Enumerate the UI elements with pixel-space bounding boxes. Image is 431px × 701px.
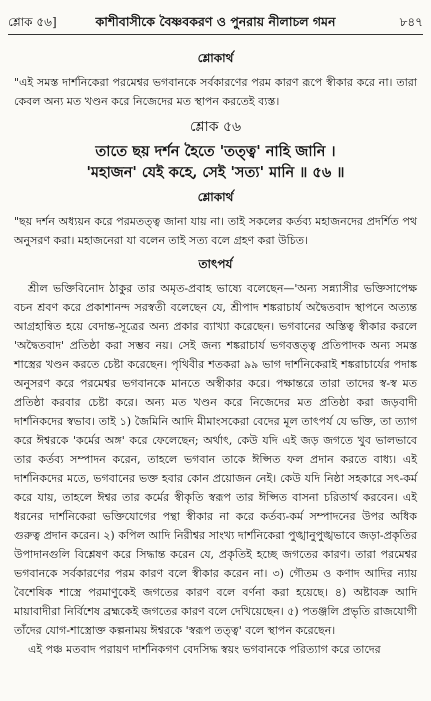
translation-heading: শ্লোকার্থ [197, 51, 234, 65]
purport-paragraph-1: শ্রীল ভক্তিবিনোদ ঠাকুর তার অমৃত-প্রবাহ ভাষ্যে বলেছেন—'অন্য সন্ন্যাসীর ভক্তিসাপেক্ষ বচন শ্রবণ করে প্রকাশানন্দ সরস্বতী বলেছেন যে, শ্রীপাদ শঙ্করাচার্য অদ্বৈতবাদ স্থাপনে অত্যন্ত আগ্রহান্বিত হয়ে বেদান্ত-সূত্রের অন্য প্রকার ব্যাখ্যা করেছেন। ভগবানের অস্তিত্ব স্বীকার করলে 'অদ্বৈতবাদ' প্রতিষ্ঠা করা সম্ভব নয়। সেই জন্য শঙ্করাচার্য ভগবত্তত্ত্ব প্রতিপাদক অন্য সমস্ত শাস্ত্রের খণ্ডন করতে চেষ্টা করেছেন। পৃথিবীর শতকরা ৯৯ ভাগ দার্শনিকেরাই শঙ্করাচার্যের পদাঙ্ক অনুসরণ করে পরমেশ্বর ভগবানকে মানতে অস্বীকার করে। পক্ষান্তরে তারা তাদের স্ব-স্ব মত প্রতিষ্ঠা করবার চেষ্টা করে। অন্য মত খণ্ডন করে নিজেদের মত প্রতিষ্ঠা করা জড়বাদী দার্শনিকদের স্বভাব। তাই ১) জৈমিনি আদি মীমাংসকেরা বেদের মূল তাৎপর্য যে ভক্তি, তা ত্যাগ করে ঈশ্বরকে 'কর্মের অঙ্গ' করে ফেলেছেন; অর্থাৎ, কেউ যদি এই জড় জগতে খুব ভালভাবে তার কর্তব্য সম্পাদন করেন, তাহলে ভগবান তাকে ঈপ্সিত ফল প্রদান করতে বাধ্য। এই দার্শনিকদের মতে, ভগবানের ভক্ত হবার কোন প্রয়োজন নেই। কেউ যদি নিষ্ঠা সহকারে সৎ-কর্ম করে যায়, তাহলে ঈশ্বর তার কর্মের স্বীকৃতি স্বরূপ তার ঈপ্সিত বাসনা চরিতার্থ করবেন। এই ধরনের দার্শনিকেরা ভক্তিযোগের পন্থা স্বীকার না করে কর্তব্য-কর্ম সম্পাদনের উপর অধিক গুরুত্ব প্রদান করেন। ২) কপিল আদি নিরীশ্বর সাংখ্য দার্শনিকেরা পুঙ্খানুপুঙ্খভাবে জড়া-প্রকৃতির উপাদানগুলি বিশ্লেষণ করে সিদ্ধান্ত করেন যে, প্রকৃতিই হচ্ছে জগতের কারণ। তারা পরমেশ্বর ভগবানকে সর্বকারণের পরম কারণ বলে স্বীকার করেন না। ৩) গৌতম ও কণাদ আদির ন্যায় বৈশেষিক শাস্ত্রে পরমাণুকেই জগতের কারণ বলে বর্ণনা করা হয়েছে। ৪) অষ্টাবক্র আদি মায়াবাদীরা নির্বিশেষ ব্রহ্মকেই জগতের কারণ বলে দেখিয়েছেন। ৫) পতঞ্জলি প্রভৃতি রাজযোগী তাঁদের যোগ-শাস্ত্রোক্ত কল্পনাময় ঈশ্বরকে 'স্বরূপ তত্ত্ব' বলে স্থাপন করেছেন। [14, 282, 417, 637]
page-header [8, 14, 423, 36]
verse-line-2: 'মহাজন' যেই কহে, সেই 'সত্য' মানি ॥ ৫৬ ॥ [86, 164, 345, 181]
page-content [14, 44, 417, 659]
page-number: ৮৪৭ [399, 15, 423, 29]
translation-heading-2: শ্লোকার্থ [197, 190, 234, 204]
verse-reference: শ্লোক ৫৬] [8, 15, 57, 29]
purport-heading: তাৎপর্য [198, 257, 233, 271]
translation-text: "এই সমস্ত দার্শনিকেরা পরমেশ্বর ভগবানকে সর্বকারণের পরম কারণ রূপে স্বীকার করে না। তারা কেবল অন্য মত খণ্ডন করে নিজেদের মত স্থাপন করতেই ব্যস্ত। [14, 76, 417, 108]
chapter-title: কাশীবাসীকে বৈষ্ণবকরণ ও পুনরায় নীলাচল গমন [95, 14, 336, 29]
purport-paragraph-2: এই পঞ্চ মতবাদ পরায়ণ দার্শনিকগণ বেদসিদ্ধ স্বয়ং ভগবানকে পরিত্যাগ করে তাদের [28, 643, 381, 656]
header-rule [8, 34, 423, 35]
translation-text-2: "ছয় দর্শন অধ্যয়ন করে পরমতত্ত্ব জানা যায় না। তাই সকলের কর্তব্য মহাজনদের প্রদর্শিত পথ অনুসরণ করা। মহাজনেরা যা বলেন তাই সত্য বলে গ্রহণ করা উচিত। [14, 215, 417, 247]
verse-number: শ্লোক ৫৬ [189, 119, 242, 135]
verse-line-1: তাতে ছয় দর্শন হৈতে 'তত্ত্ব' নাহি জানি । [95, 143, 336, 160]
